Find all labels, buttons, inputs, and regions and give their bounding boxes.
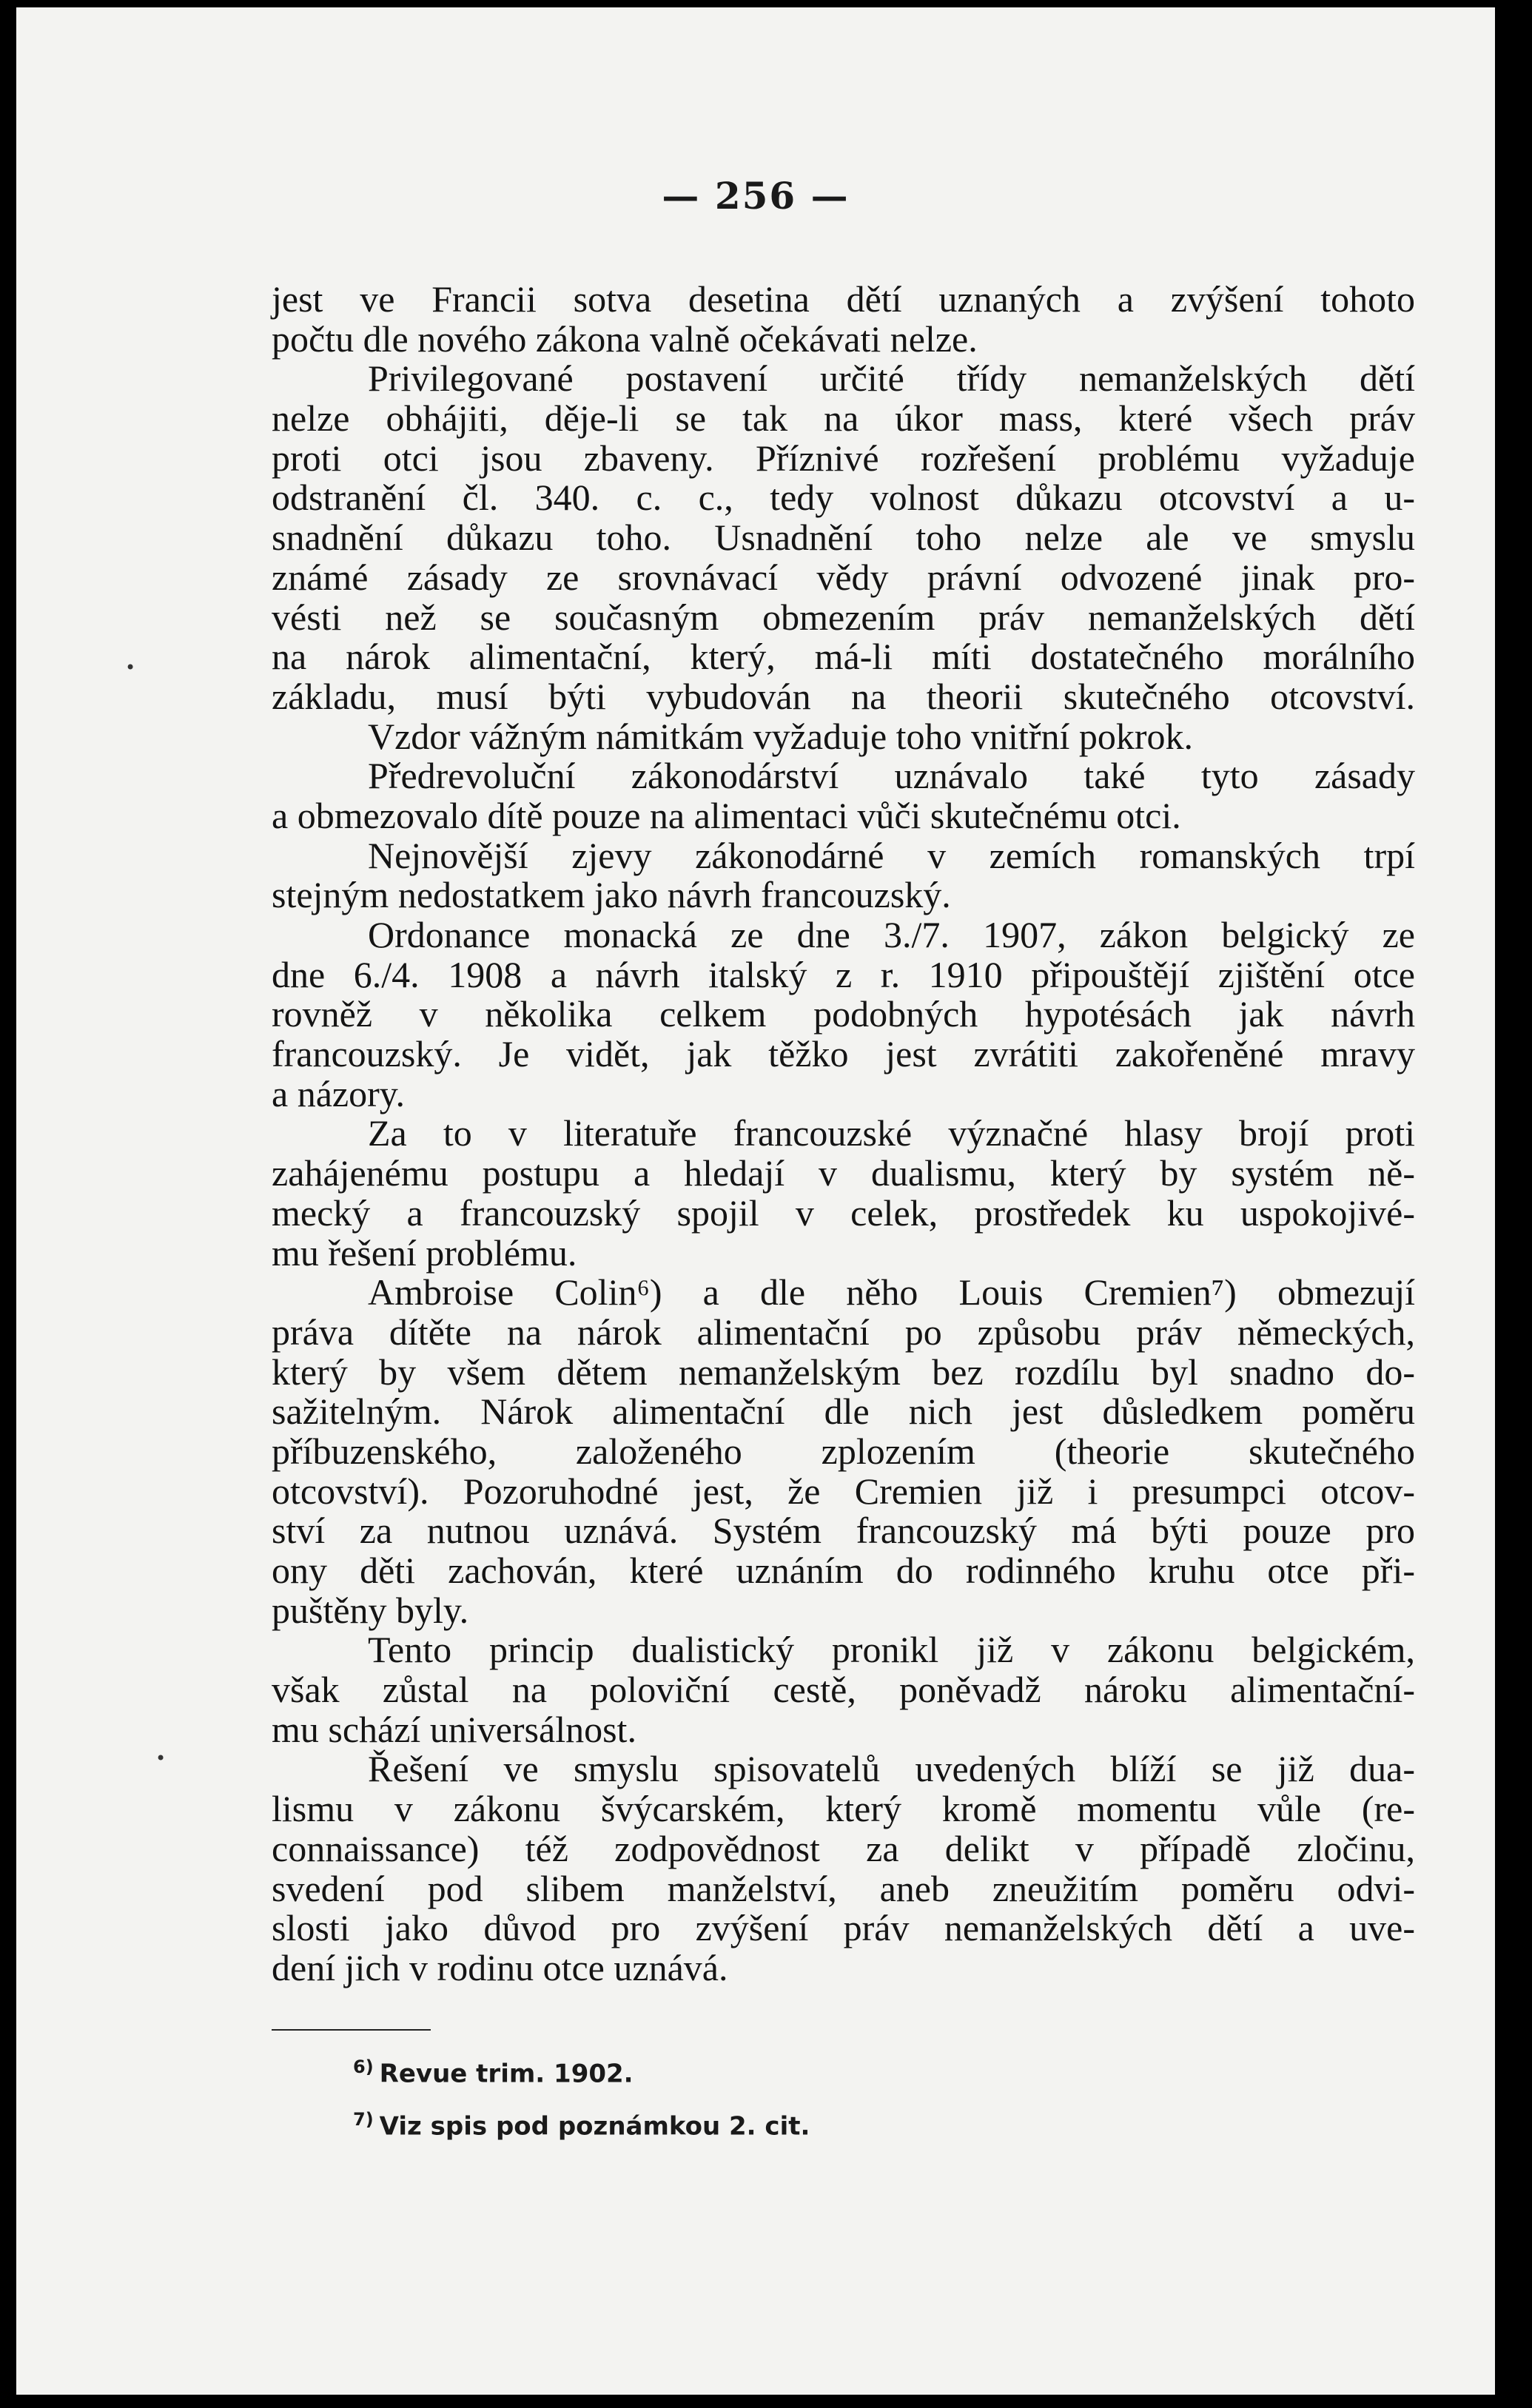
text-line: connaissance) též zodpovědnost za delikt v případě zločinu,	[272, 1827, 1415, 1869]
text-line: Řešení ve smyslu spisovatelů uvedených blíží se již dua-	[368, 1748, 1415, 1790]
text-line: stejným nedostatkem jako návrh francouzský.	[272, 874, 951, 916]
text-line: mu řešení problému.	[272, 1231, 577, 1274]
text-line: snadnění důkazu toho. Usnadnění toho nelze ale ve smyslu	[272, 517, 1415, 559]
text-line: Vzdor vážným námitkám vyžaduje toho vnitřní pokrok.	[368, 715, 1194, 757]
text-line: ony děti zachován, které uznáním do rodinného kruhu otce při-	[272, 1550, 1415, 1591]
text-line: rovněž v několika celkem podobných hypotésách jak návrh	[272, 993, 1415, 1035]
text-line: a názory.	[272, 1072, 405, 1114]
text-line: práva dítěte na nárok alimentační po způsobu práv německých,	[272, 1311, 1415, 1353]
text-line: francouzský. Je vidět, jak těžko jest zvrátiti zakořeněné mravy	[272, 1033, 1415, 1075]
margin-mark: •	[125, 657, 136, 678]
text-line: Ambroise Colin⁶) a dle něho Louis Cremien⁷) obmezují	[368, 1271, 1415, 1314]
text-line: který by všem dětem nemanželským bez rozdílu byl snadno do-	[272, 1351, 1415, 1393]
text-line: Privilegované postavení určité třídy nemanželských dětí	[368, 357, 1415, 400]
text-line: puštěny byly.	[272, 1589, 469, 1631]
text-line: dne 6./4. 1908 a návrh italský z r. 1910 připouštějí zjištění otce	[272, 953, 1415, 995]
text-line: Tento princip dualistický pronikl již v zákonu belgickém,	[368, 1629, 1415, 1671]
text-line: na nárok alimentační, který, má-li míti dostatečného morálního	[272, 636, 1415, 678]
page-number: — 256 —	[662, 174, 850, 218]
text-line: jest ve Francii sotva desetina dětí uznaných a zvýšení tohoto	[272, 278, 1415, 320]
body-text	[272, 280, 1415, 1988]
text-line: Ordonance monacká ze dne 3./7. 1907, zákon belgický ze	[368, 914, 1415, 955]
text-line: nelze obhájiti, děje-li se tak na úkor mass, které všech práv	[272, 397, 1415, 440]
text-line: mu schází universálnost.	[272, 1708, 636, 1750]
text-line: dení jich v rodinu otce uznává.	[272, 1946, 728, 1988]
text-line: proti otci jsou zbaveny. Příznivé rozřešení problému vyžaduje	[272, 437, 1415, 479]
text-line: a obmezovalo dítě pouze na alimentaci vůči skutečnému otci.	[272, 794, 1181, 836]
text-line: zahájenému postupu a hledají v dualismu, který by systém ně-	[272, 1152, 1415, 1194]
text-line: Za to v literatuře francouzské význačné hlasy brojí proti	[368, 1112, 1415, 1154]
footnote-mark: 7)	[353, 2109, 374, 2130]
text-line: známé zásady ze srovnávací vědy právní odvozené jinak pro-	[272, 556, 1415, 598]
text-line: mecký a francouzský spojil v celek, prostředek ku uspokojivé-	[272, 1191, 1415, 1234]
footnote-divider	[272, 2029, 431, 2031]
text-line: slosti jako důvod pro zvýšení práv nemanželských dětí a uve-	[272, 1907, 1415, 1949]
footnote-mark: 6)	[353, 2056, 374, 2077]
text-line: sažitelným. Nárok alimentační dle nich jest důsledkem poměru	[272, 1390, 1415, 1433]
text-line: svedení pod slibem manželství, aneb zneužitím poměru odvi-	[272, 1867, 1415, 1909]
footnotes	[353, 2044, 810, 2150]
scanned-page	[16, 7, 1495, 2395]
text-line: ství za nutnou uznává. Systém francouzský má býti pouze pro	[272, 1510, 1415, 1552]
text-line: Předrevoluční zákonodárství uznávalo také tyto zásady	[368, 755, 1415, 797]
footnote-text: Revue trim. 1902.	[379, 2059, 634, 2089]
text-line: odstranění čl. 340. c. c., tedy volnost důkazu otcovství a u-	[272, 477, 1415, 519]
text-line: vésti než se současným obmezením práv nemanželských dětí	[272, 596, 1415, 638]
footnote	[353, 2044, 810, 2096]
text-line: počtu dle nového zákona valně očekávati nelze.	[272, 317, 978, 360]
margin-mark: •	[155, 1748, 167, 1769]
footnote	[353, 2096, 810, 2149]
text-line: Nejnovější zjevy zákonodárné v zemích romanských trpí	[368, 834, 1415, 876]
footnote-text: Viz spis pod poznámkou 2. cit.	[379, 2111, 810, 2142]
text-line: základu, musí býti vybudován na theorii skutečného otcovství.	[272, 675, 1415, 717]
text-line: příbuzenského, založeného zplozením (theorie skutečného	[272, 1430, 1415, 1472]
text-line: lismu v zákonu švýcarském, který kromě momentu vůle (re-	[272, 1788, 1415, 1830]
text-line: otcovství). Pozoruhodné jest, že Cremien již i presumpci otcov-	[272, 1470, 1415, 1512]
text-line: však zůstal na poloviční cestě, poněvadž nároku alimentační-	[272, 1669, 1415, 1711]
